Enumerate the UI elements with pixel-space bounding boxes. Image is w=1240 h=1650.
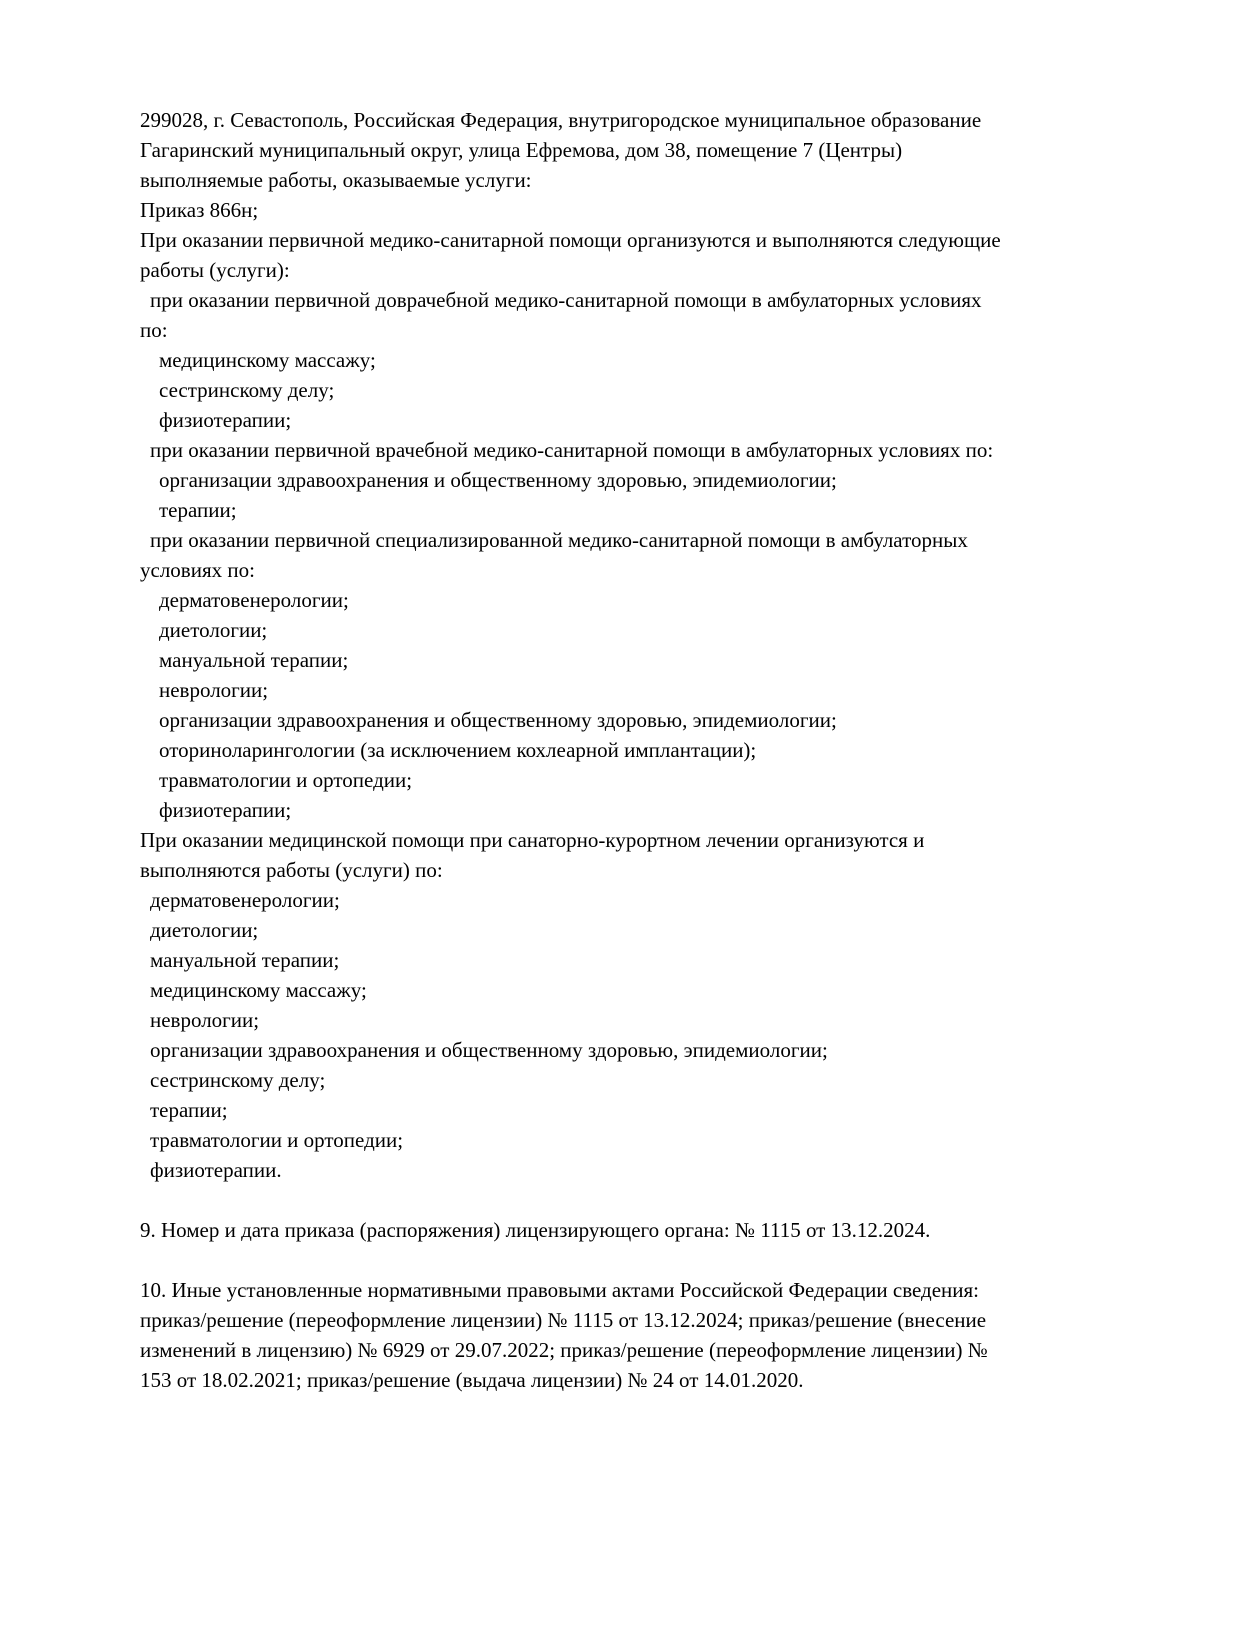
- text-line: 153 от 18.02.2021; приказ/решение (выдача лицензии) № 24 от 14.01.2020.: [140, 1368, 804, 1392]
- text-line: диетологии;: [150, 918, 259, 942]
- text-line: травматологии и ортопедии;: [150, 1128, 404, 1152]
- text-line: [140, 1185, 1120, 1215]
- text-line: мануальной терапии;: [150, 948, 340, 972]
- text-line: сестринскому делу;: [159, 378, 335, 402]
- text-line: травматологии и ортопедии;: [159, 768, 413, 792]
- text-line: при оказании первичной врачебной медико-санитарной помощи в амбулаторных условиях по:: [150, 438, 994, 462]
- text-line: условиях по:: [140, 558, 255, 582]
- text-line: физиотерапии;: [159, 798, 292, 822]
- text-line: 10. Иные установленные нормативными правовыми актами Российской Федерации сведения:: [140, 1278, 980, 1302]
- text-line: медицинскому массажу;: [150, 978, 367, 1002]
- text-line: при оказании первичной специализированной медико-санитарной помощи в амбулаторных: [150, 528, 968, 552]
- text-line: Гагаринский муниципальный округ, улица Ефремова, дом 38, помещение 7 (Центры): [140, 138, 903, 162]
- text-line: терапии;: [159, 498, 237, 522]
- text-line: При оказании первичной медико-санитарной помощи организуются и выполняются следующие: [140, 228, 1001, 252]
- text-line: медицинскому массажу;: [159, 348, 376, 372]
- text-line: изменений в лицензию) № 6929 от 29.07.2022; приказ/решение (переоформление лицензии) №: [140, 1338, 988, 1362]
- text-line: мануальной терапии;: [159, 648, 349, 672]
- text-line: выполняемые работы, оказываемые услуги:: [140, 168, 532, 192]
- text-line: При оказании медицинской помощи при санаторно-курортном лечении организуются и: [140, 828, 925, 852]
- text-line: 299028, г. Севастополь, Российская Федерация, внутригородское муниципальное образование: [140, 108, 982, 132]
- text-line: работы (услуги):: [140, 258, 290, 282]
- text-line: физиотерапии.: [150, 1158, 282, 1182]
- text-line: организации здравоохранения и общественному здоровью, эпидемиологии;: [159, 708, 837, 732]
- text-line: 9. Номер и дата приказа (распоряжения) лицензирующего органа: № 1115 от 13.12.2024.: [140, 1218, 931, 1242]
- text-line: сестринскому делу;: [150, 1068, 326, 1092]
- text-line: оториноларингологии (за исключением кохлеарной имплантации);: [159, 738, 757, 762]
- text-line: выполняются работы (услуги) по:: [140, 858, 443, 882]
- text-line: при оказании первичной доврачебной медико-санитарной помощи в амбулаторных условиях: [150, 288, 982, 312]
- text-line: диетологии;: [159, 618, 268, 642]
- text-line: неврологии;: [150, 1008, 260, 1032]
- text-line: приказ/решение (переоформление лицензии) № 1115 от 13.12.2024; приказ/решение (внесение: [140, 1308, 987, 1332]
- text-line: неврологии;: [159, 678, 269, 702]
- text-line: по:: [140, 318, 168, 342]
- text-line: [140, 1245, 1120, 1275]
- text-line: Приказ 866н;: [140, 198, 259, 222]
- text-line: терапии;: [150, 1098, 228, 1122]
- text-line: организации здравоохранения и общественному здоровью, эпидемиологии;: [159, 468, 837, 492]
- text-line: организации здравоохранения и общественному здоровью, эпидемиологии;: [150, 1038, 828, 1062]
- text-line: дерматовенерологии;: [150, 888, 340, 912]
- text-line: дерматовенерологии;: [159, 588, 349, 612]
- document-text-block: [140, 105, 1120, 1395]
- text-line: физиотерапии;: [159, 408, 292, 432]
